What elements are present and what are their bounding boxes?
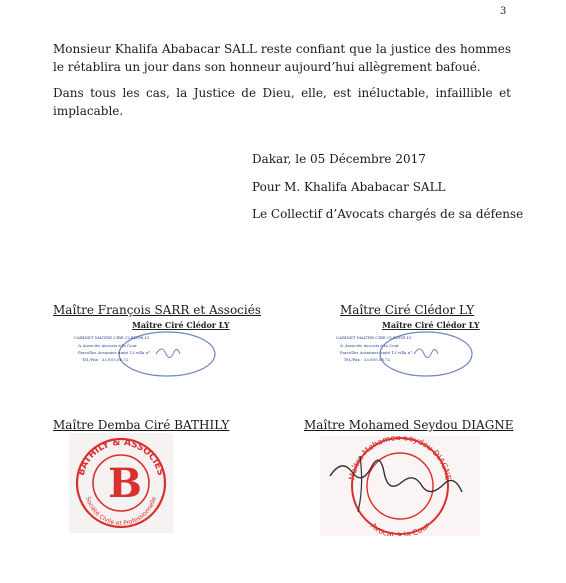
seal-ring-bottom-text: Avocat à la Cour [368, 520, 432, 536]
paragraph-justice: Dans tous les cas, la Justice de Dieu, elle, est inéluctable, infaillible et implacable. [53, 86, 511, 118]
stamp-line: Tél./Fax : 33.855.56.72 [344, 357, 391, 362]
lawyer-name-bathily: Maître Demba Ciré BATHILY [53, 418, 230, 432]
lawyer-stamp-diagne [320, 436, 480, 536]
on-behalf-line: Pour M. Khalifa Ababacar SALL [252, 180, 446, 194]
seal-ring-text: Maître Mohamed Seydou DIAGNE [347, 436, 453, 481]
stamp-heading: Maître Ciré Clédor LY [382, 320, 480, 330]
stamp-line: Parcelles Assainies unité 13 villa n° [78, 350, 151, 355]
diagne-seal-icon [320, 436, 480, 536]
lawyer-stamp-ly [334, 318, 480, 380]
stamp-line: Tél./Fax : 33.855.56.72 [82, 357, 129, 362]
stamp-line: & Associés Avocats à la Cour [78, 343, 137, 348]
stamp-line: Parcelles Assainies unité 13 villa n° [340, 350, 413, 355]
paragraph-confidence: Monsieur Khalifa Ababacar SALL reste confiant que la justice des hommes le rétablira un jour dans son honneur aujourd’hui allègrement bafoué. [53, 42, 511, 74]
seal-ring-text: BATHILY & ASSOCIES [76, 437, 166, 477]
stamp-heading: Maître Ciré Clédor LY [132, 320, 230, 330]
lawyer-stamp-sarr [72, 318, 230, 380]
stamp-line: CABINET MAITRE CIRE CLEDOR LY [336, 335, 412, 340]
lawyer-name-diagne: Maître Mohamed Seydou DIAGNE [304, 418, 514, 432]
lawyer-name-ly: Maître Ciré Clédor LY [340, 303, 475, 317]
seal-center-letter: B [108, 460, 142, 507]
seal-ring-bottom-text: Société Civile et Professionnelle [84, 495, 158, 528]
place-date: Dakar, le 05 Décembre 2017 [252, 152, 426, 166]
stamp-line: & Associés Avocats à la Cour [340, 343, 399, 348]
lawyer-stamp-bathily [69, 433, 173, 533]
stamp-line: CABINET MAITRE CIRE CLEDOR LY [74, 335, 150, 340]
collective-line: Le Collectif d’Avocats chargés de sa défense [252, 207, 524, 221]
page-number: 3 [500, 6, 507, 17]
lawyer-name-sarr: Maître François SARR et Associés [53, 303, 261, 317]
bathily-seal-icon [69, 433, 173, 533]
